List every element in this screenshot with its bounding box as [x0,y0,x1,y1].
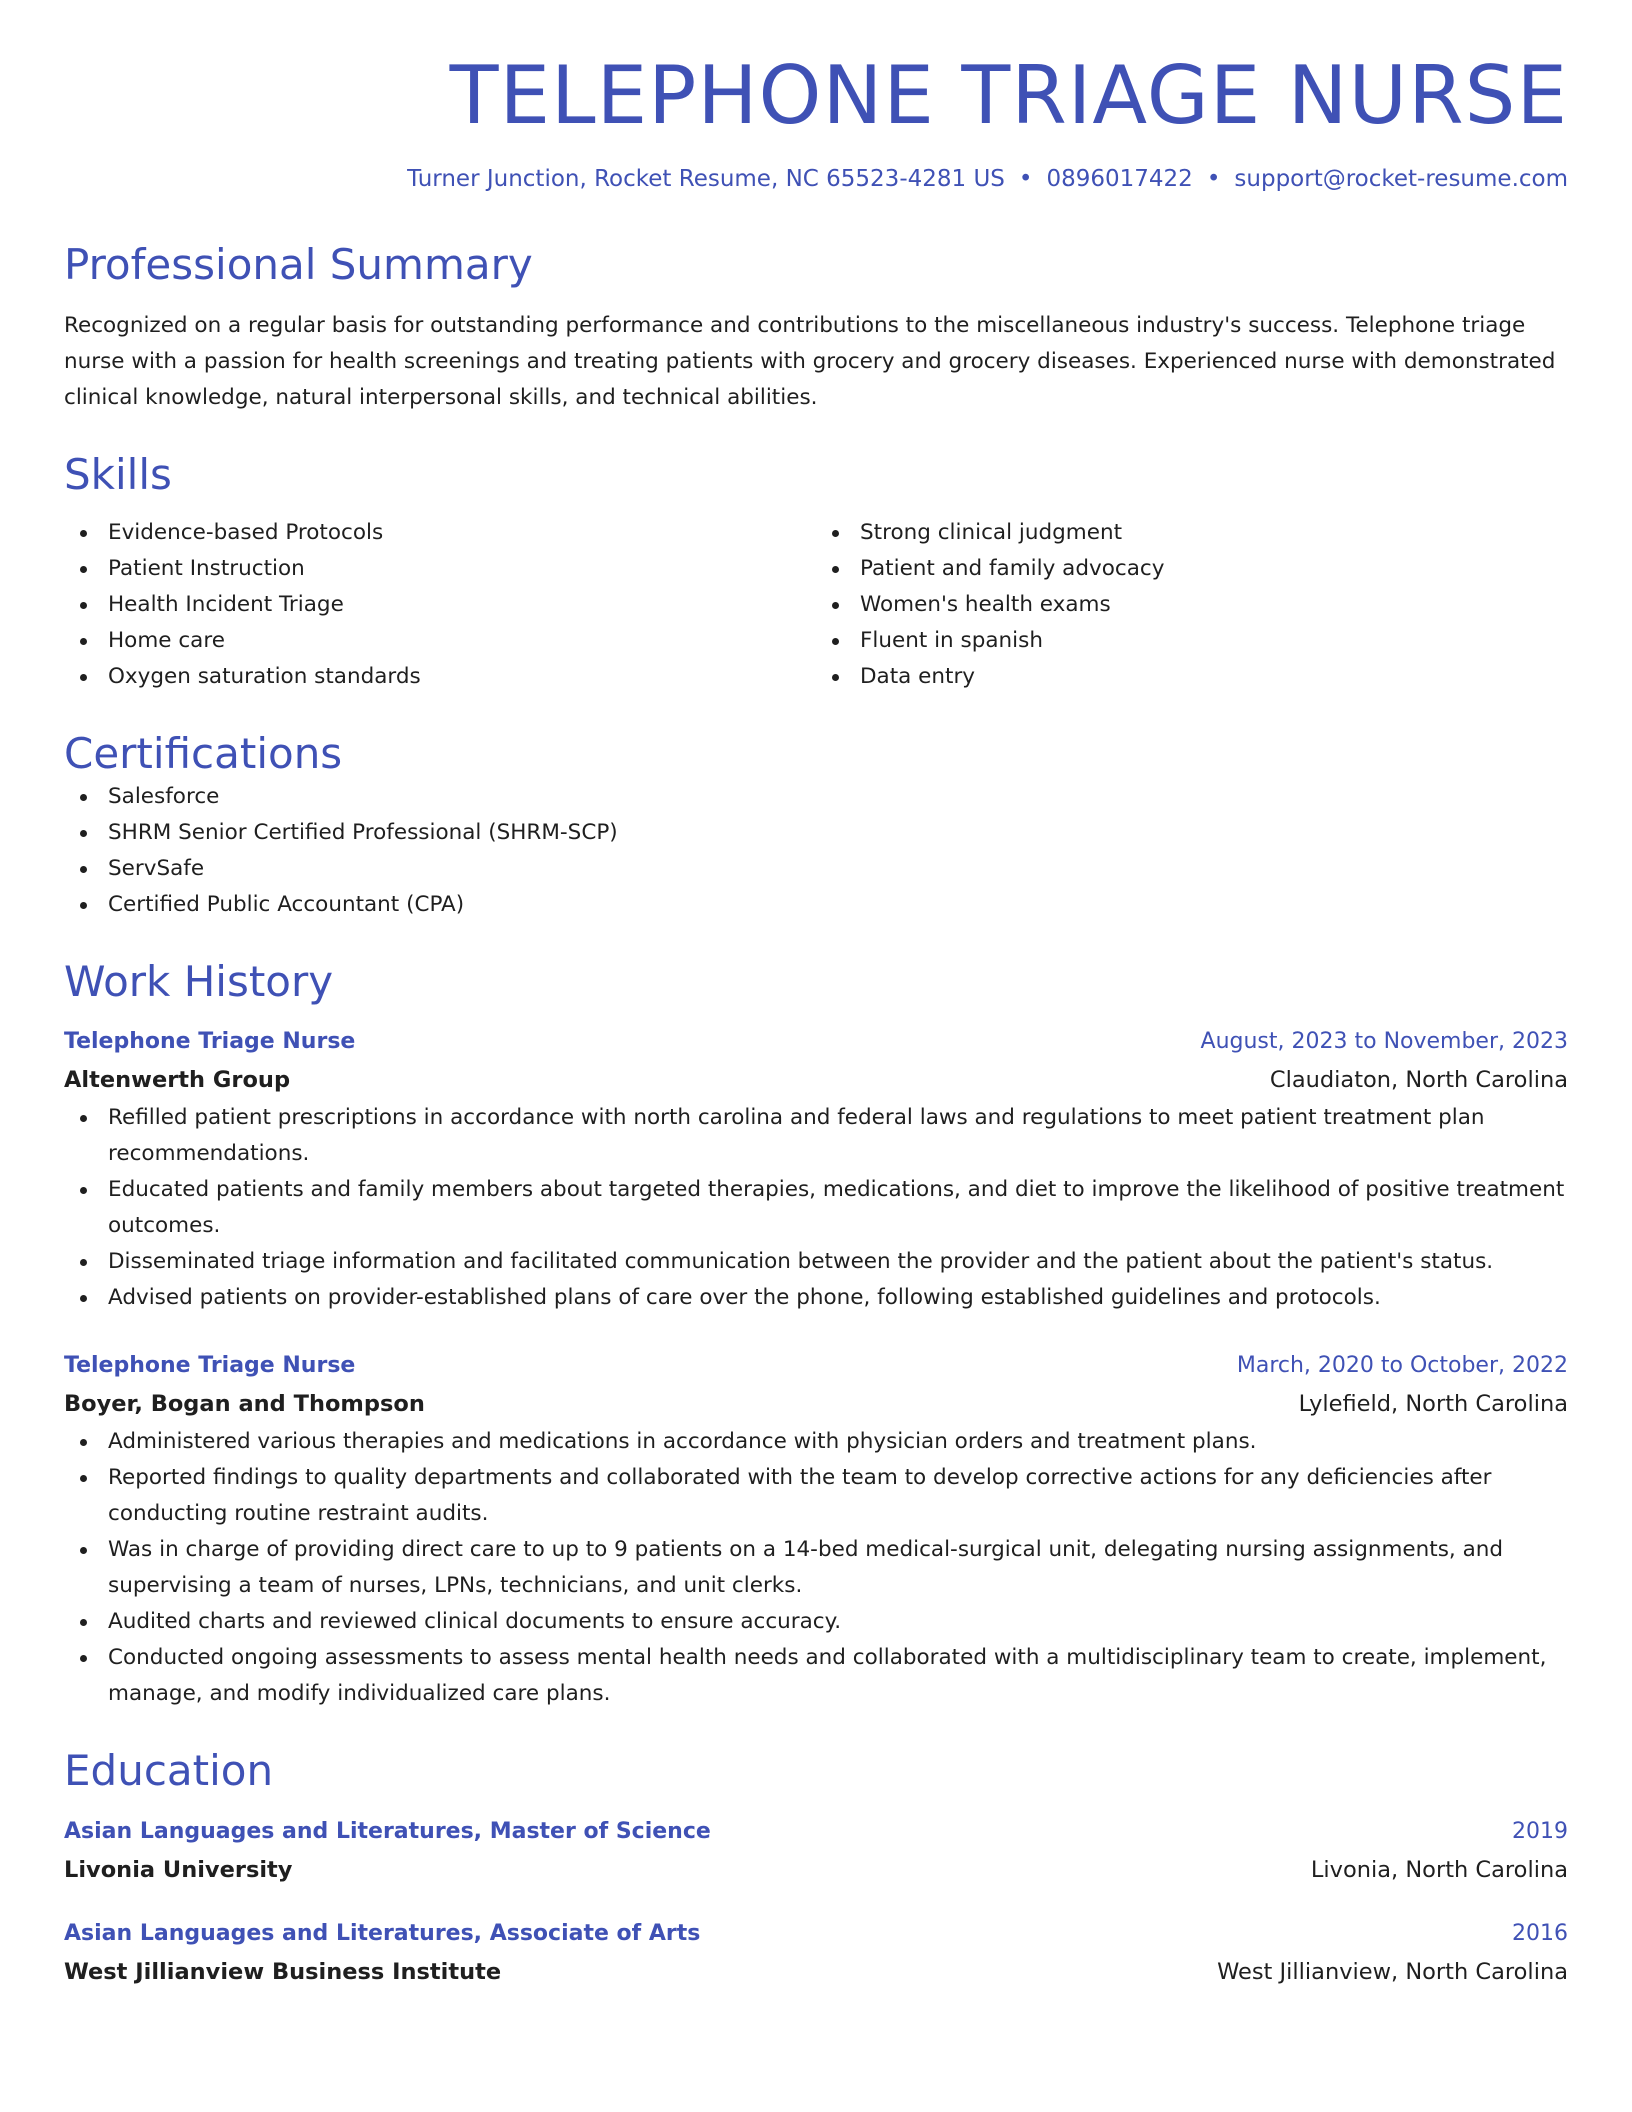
job-entry [64,1348,1568,1712]
certification-item: SHRM Senior Certified Professional (SHRM-SCP) [64,815,1568,851]
certification-item: Salesforce [64,779,1568,815]
skills-column-right [816,515,1568,695]
education-section [64,1746,1568,1992]
skill-item: Evidence-based Protocols [64,515,816,551]
candidate-name: TELEPHONE TRIAGE NURSE [449,49,1568,142]
job-bullet: Conducted ongoing assessments to assess mental health needs and collaborated with a multidisciplinary team to create, implement, manage, and modify individualized care plans. [64,1640,1568,1712]
job-dates: August, 2023 to November, 2023 [1200,1028,1568,1054]
education-entry [64,1916,1568,1992]
skill-item: Oxygen saturation standards [64,659,816,695]
skills-column-left [64,515,816,695]
job-bullet: Was in charge of providing direct care to up to 9 patients on a 14-bed medical-surgical unit, delegating nursing assignments, and supervising a team of nurses, LPNs, technicians, and unit clerks. [64,1532,1568,1604]
skills-section [64,450,1568,694]
job-entry [64,1024,1568,1316]
contact-email: support@rocket-resume.com [1234,166,1568,192]
contact-phone: 0896017422 [1046,166,1193,192]
education-school: West Jillianview Business Institute [64,1958,502,1985]
education-year: 2019 [1512,1818,1568,1844]
certifications-heading: Certifications [64,728,343,778]
education-degree: Asian Languages and Literatures, Associate of Arts [64,1920,701,1946]
skill-item: Health Incident Triage [64,587,816,623]
job-company: Altenwerth Group [64,1066,291,1093]
certification-item: ServSafe [64,851,1568,887]
skill-item: Women's health exams [816,587,1568,623]
skill-item: Patient and family advocacy [816,551,1568,587]
education-entry [64,1814,1568,1890]
job-title: Telephone Triage Nurse [64,1028,356,1054]
skill-item: Home care [64,623,816,659]
work-history-section [64,957,1568,1711]
job-location: Claudiaton, North Carolina [1269,1066,1568,1093]
certification-item: Certified Public Accountant (CPA) [64,887,1568,923]
job-dates: March, 2020 to October, 2022 [1236,1352,1568,1378]
contact-address: Turner Junction, Rocket Resume, NC 65523-4281 US [407,166,1005,192]
skill-item: Data entry [816,659,1568,695]
summary-section [64,240,1568,416]
job-bullet: Disseminated triage information and facilitated communication between the provider and the patient about the patient's status. [64,1244,1568,1280]
skills-heading: Skills [64,450,172,500]
work-history-heading: Work History [64,957,334,1007]
job-bullet: Administered various therapies and medications in accordance with physician orders and treatment plans. [64,1424,1568,1460]
skill-item: Patient Instruction [64,551,816,587]
certifications-section [64,729,1568,923]
job-location: Lylefield, North Carolina [1298,1390,1568,1417]
education-location: Livonia, North Carolina [1310,1856,1568,1883]
education-location: West Jillianview, North Carolina [1217,1958,1568,1985]
education-degree: Asian Languages and Literatures, Master of Science [64,1818,711,1844]
skills-grid [64,515,1568,695]
summary-heading: Professional Summary [64,240,533,289]
contact-separator: • [1018,166,1033,192]
job-bullet: Reported findings to quality departments and collaborated with the team to develop corrective actions for any deficiencies after conducting routine restraint audits. [64,1460,1568,1532]
education-school: Livonia University [64,1856,293,1883]
job-company: Boyer, Bogan and Thompson [64,1390,425,1417]
skill-item: Fluent in spanish [816,623,1568,659]
job-bullet: Advised patients on provider-established plans of care over the phone, following established guidelines and protocols. [64,1280,1568,1316]
contact-separator: • [1206,166,1221,192]
skill-item: Strong clinical judgment [816,515,1568,551]
education-year: 2016 [1512,1920,1568,1946]
education-heading: Education [64,1745,274,1795]
job-bullet: Refilled patient prescriptions in accordance with north carolina and federal laws and regulations to meet patient treatment plan recommendations. [64,1100,1568,1172]
contact-line [64,166,1568,192]
job-bullet: Educated patients and family members about targeted therapies, medications, and diet to improve the likelihood of positive treatment outcomes. [64,1172,1568,1244]
summary-text: Recognized on a regular basis for outstanding performance and contributions to the miscellaneous industry's success. Telephone triage nurse with a passion for health screenings and treating patients with grocery and grocery diseases. Experienced nurse with demonstrated clinical knowledge, natural interpersonal skills, and technical abilities. [64,313,1556,411]
job-bullet: Audited charts and reviewed clinical documents to ensure accuracy. [64,1604,1568,1640]
job-title: Telephone Triage Nurse [64,1352,356,1378]
